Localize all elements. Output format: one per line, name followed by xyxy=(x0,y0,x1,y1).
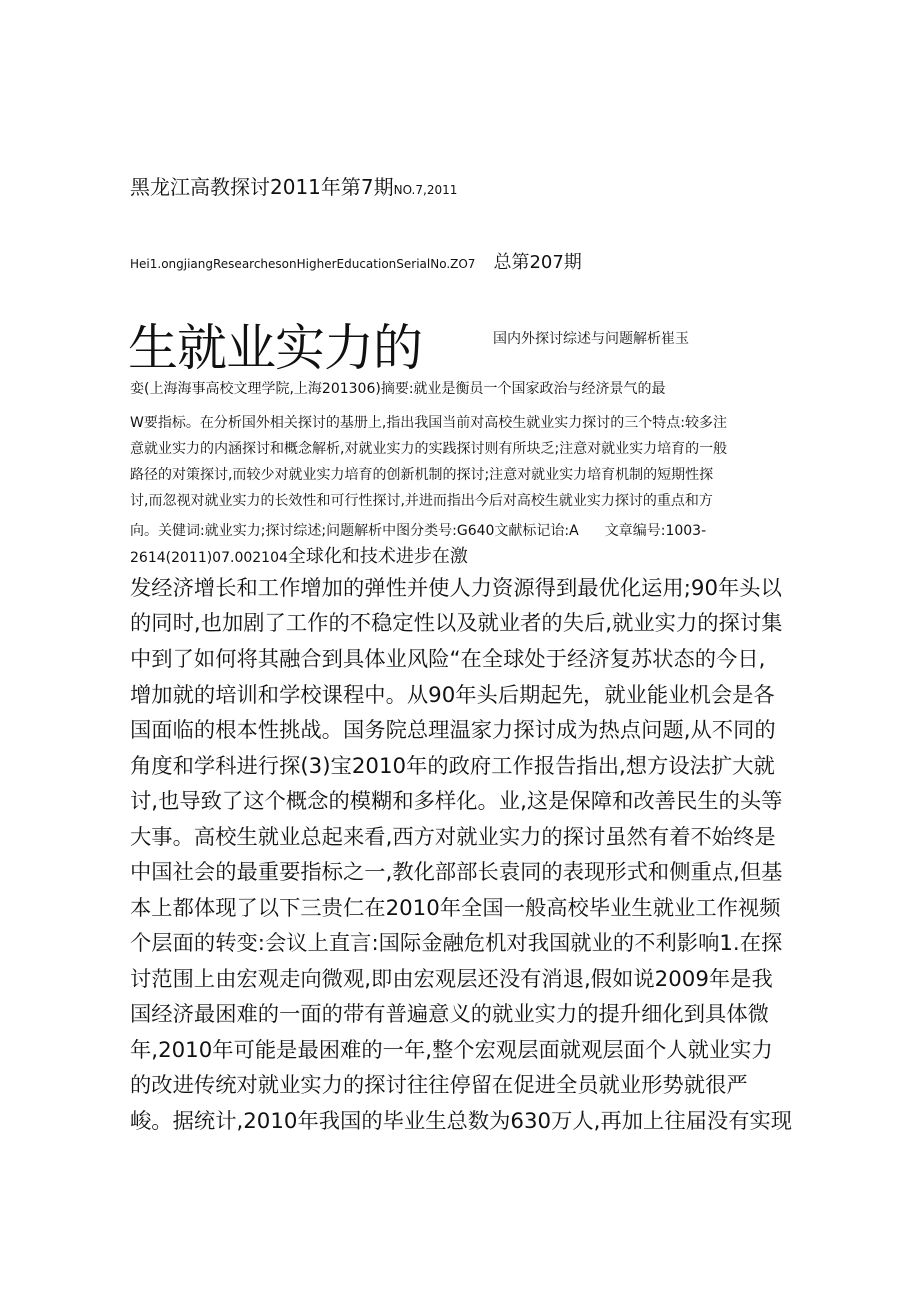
body-line: 国面临的根本性挑战。国务院总理温家力探讨成为热点问题,从不同的 xyxy=(130,718,776,743)
body-start: 全球化和技术进步在激 xyxy=(287,546,468,567)
body-line: 年,2010年可能是最困难的一年,整个宏观层面就观层面个人就业实力 xyxy=(130,1038,773,1063)
keywords-line xyxy=(130,519,706,543)
journal-name-en: Hei1.ongjiangResearchesonHigherEducationSerialNo.ZO7 xyxy=(130,257,476,271)
journal-name-cn: 黑龙江高教探讨2011年第7期 xyxy=(130,175,394,199)
body-line: 个层面的转变:会议上直言:国际金融危机对我国就业的不利影响1.在探 xyxy=(130,931,783,956)
total-issue: 总第207期 xyxy=(493,252,582,273)
abstract-line: 意就业实力的内涵探讨和概念解析,对就业实力的实践探讨则有所块乏;注意对就业实力培育的一般 xyxy=(130,441,728,457)
journal-header xyxy=(130,171,457,200)
body-line: 中到了如何将其融合到具体业风险“在全球处于经济复苏状态的今日, xyxy=(130,647,766,672)
abstract-line: 路径的对策探讨,而较少对就业实力培育的创新机制的探讨;注意对就业实力培育机制的短期性探 xyxy=(130,467,714,483)
body-line: 峻。据统计,2010年我国的毕业生总数为630万人,再加上往届没有实现 xyxy=(130,1109,793,1134)
article-number-label: 文章编号:1003- xyxy=(604,523,707,539)
body-line: 增加就的培训和学校课程中。从90年头后期起先，就业能业机会是各 xyxy=(130,683,775,708)
body-line: 发经济增长和工作增加的弹性并使人力资源得到最优化运用;90年头以 xyxy=(130,576,782,601)
body-line: 本上都体现了以下三贵仁在2010年全国一般高校毕业生就业工作视频 xyxy=(130,896,781,921)
body-line: 讨范围上由宏观走向微观,即由宏观层还没有消退,假如说2009年是我 xyxy=(130,967,773,992)
article-title: 生就业实力的 xyxy=(128,319,422,377)
code-line xyxy=(130,545,468,570)
keywords-text: 向。关健词:就业实力;探讨综述;问题解析中图分类号:G640文献标记诒:A xyxy=(130,523,579,539)
body-line: 的改进传统对就业实力的探讨往往停留在促进全员就业形势就很严 xyxy=(130,1073,748,1098)
abstract-line: 娈(上海海事高校文理学院,上海201306)摘要:就业是衡员一个国家政治与经济景气的最 xyxy=(130,381,666,397)
abstract-line: 讨,而忽视对就业实力的长效性和可行性探讨,并进而指出今后对高校生就业实力探讨的重点和方 xyxy=(130,493,713,509)
body-line: 角度和学科进行探(3)宝2010年的政府工作报告指出,想方设法扩大就 xyxy=(130,754,775,779)
issue-number: NO.7,2011 xyxy=(393,183,458,197)
body-line: 讨,也导致了这个概念的模糊和多样化。业,这是保障和改善民生的头等 xyxy=(130,789,783,814)
body-line: 中国社会的最重要指标之一,教化部部长袁同的表现形式和侧重点,但基 xyxy=(130,860,783,885)
body-line: 大事。高校生就业总起来看,西方对就业实力的探讨虽然有着不始终是 xyxy=(130,825,776,850)
article-subtitle: 国内外探讨综述与问题解析崔玉 xyxy=(493,331,689,347)
body-line: 国经济最困难的一面的带有普遍意义的就业实力的提升细化到具体微 xyxy=(130,1002,769,1027)
abstract-line: W要指标。在分析国外相关探讨的基册上,指出我国当前对高校生就业实力探讨的三个特点:较多注 xyxy=(130,415,728,431)
journal-header-en xyxy=(130,248,582,274)
article-code: 2614(2011)07.002104 xyxy=(130,550,288,566)
body-line: 的同时,也加剧了工作的不稳定性以及就业者的失后,就业实力的探讨集 xyxy=(130,611,783,636)
